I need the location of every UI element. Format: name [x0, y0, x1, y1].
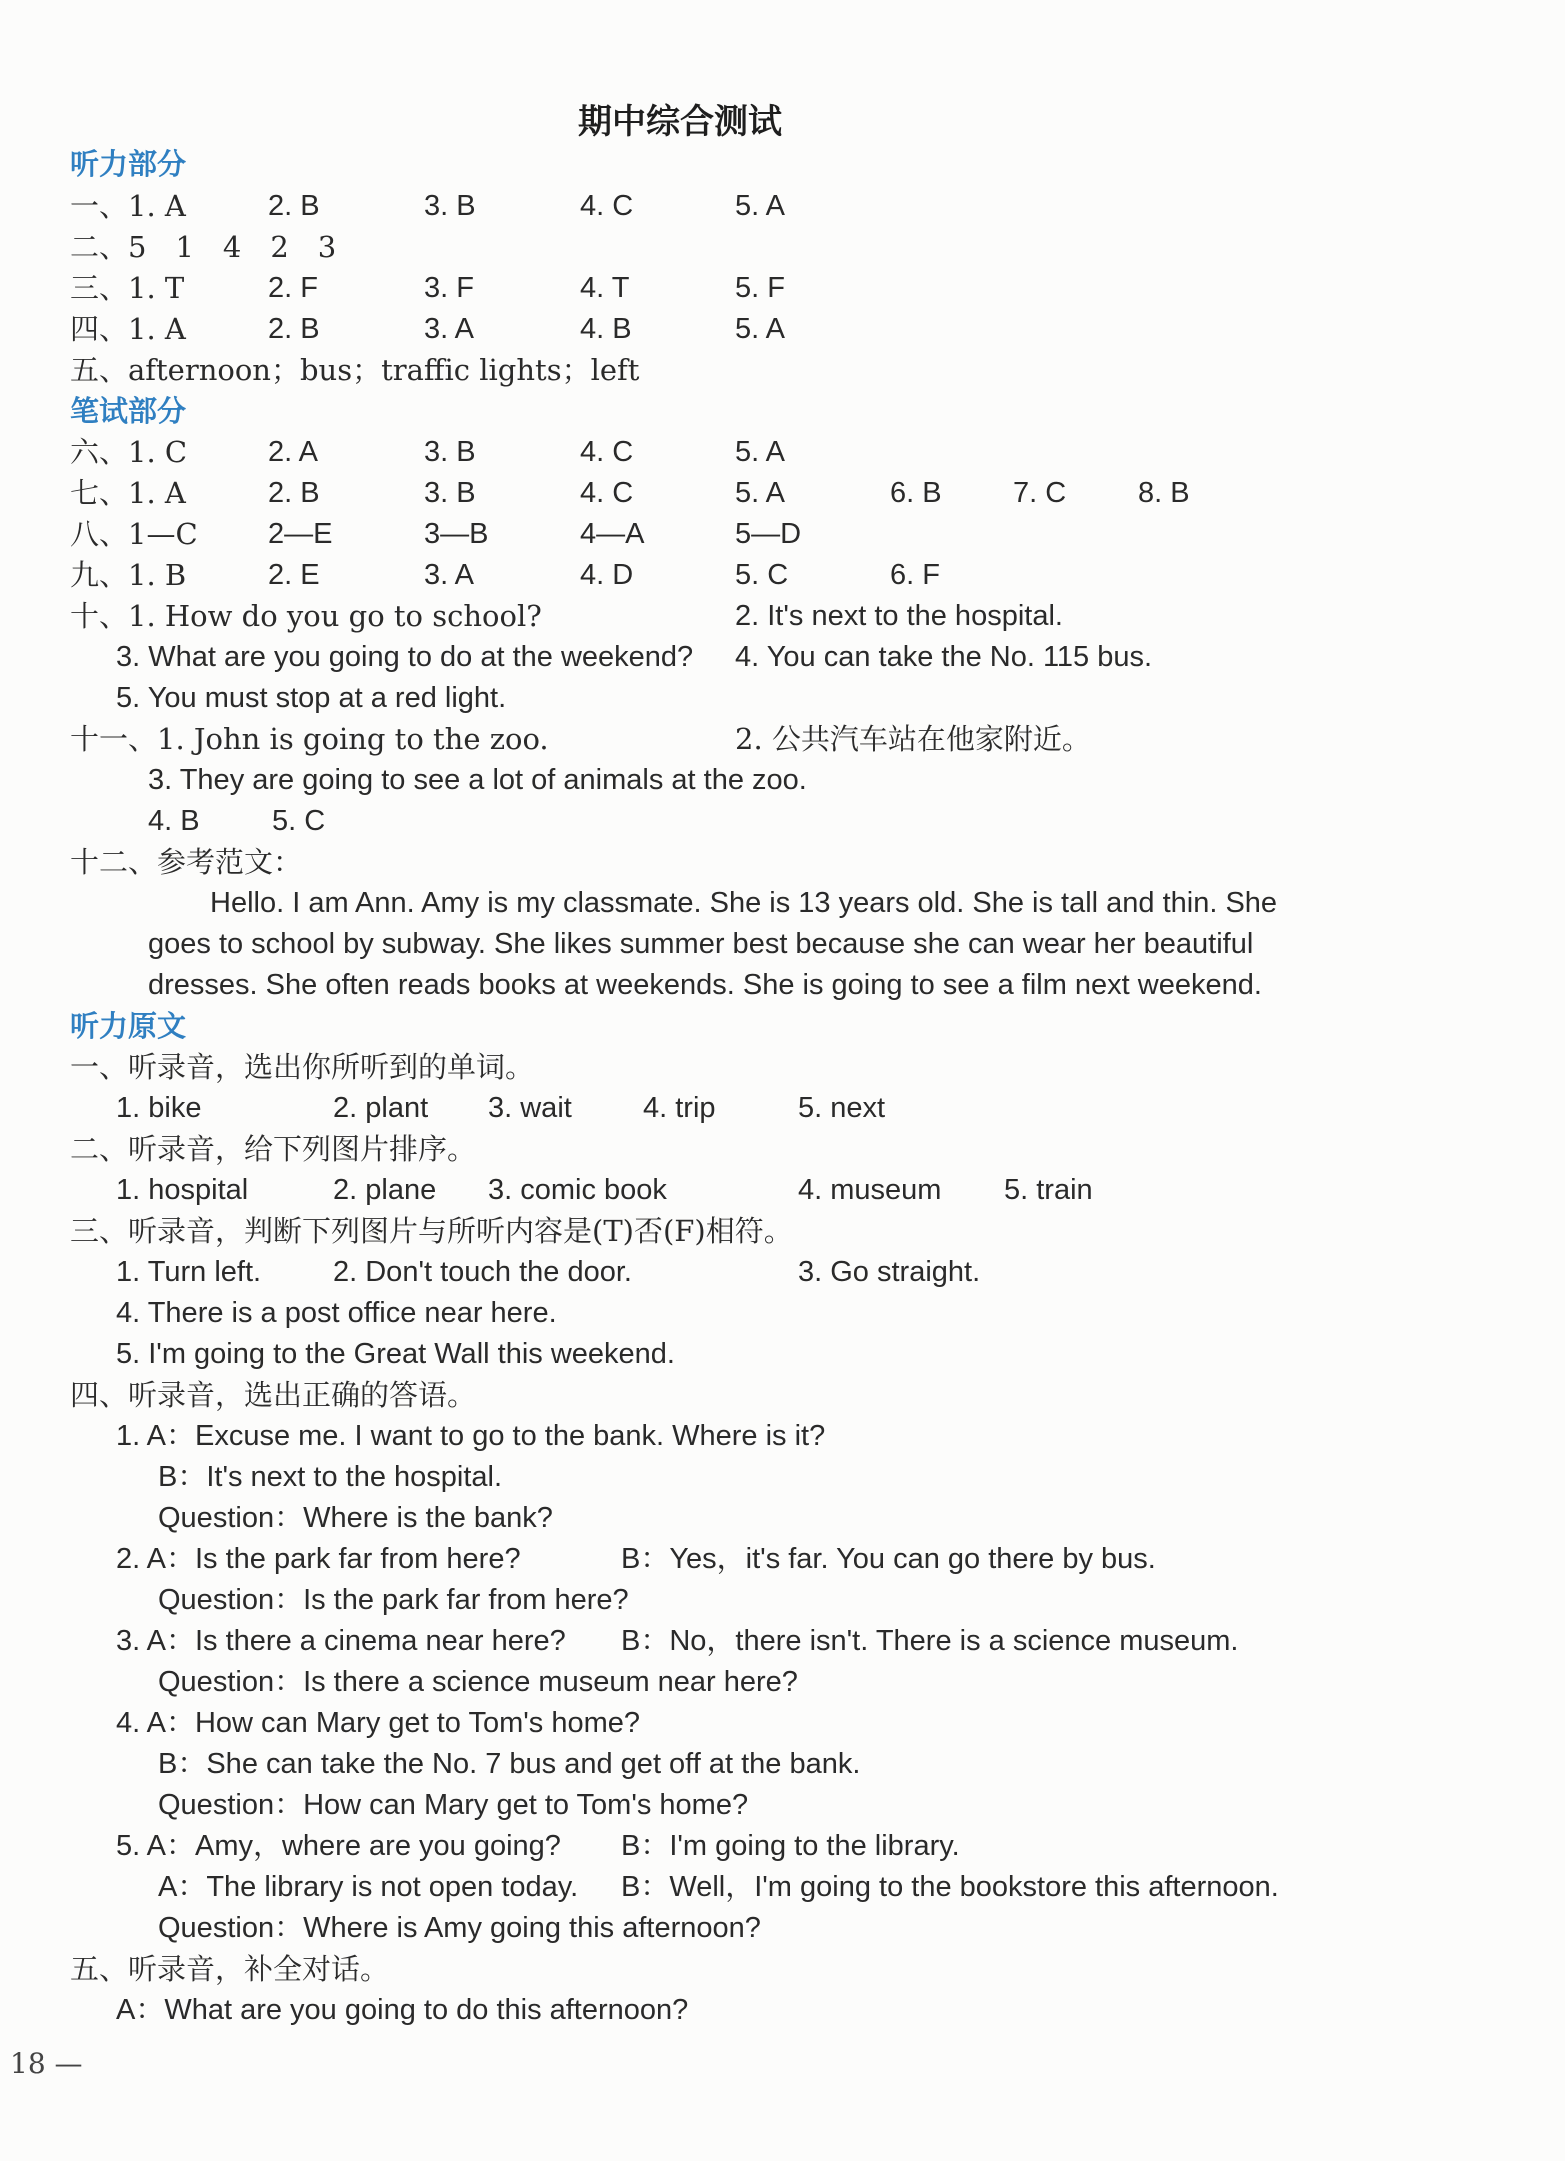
- answer-item: 5—D: [735, 518, 802, 550]
- dialogue-line: 4. A：How can Mary get to Tom's home?: [116, 1707, 641, 1739]
- answer-item: 4. B: [580, 313, 632, 345]
- answer-row-q7: [0, 475, 1565, 511]
- answer-item: 4. D: [580, 559, 634, 591]
- transcript-row: [0, 1172, 1565, 1208]
- answer-item: 3. B: [424, 436, 476, 468]
- answer-row-q3: [0, 270, 1565, 306]
- transcript-item: 4. museum: [798, 1174, 942, 1206]
- answer-item: 2. F: [268, 272, 318, 304]
- answer-item: 5. A: [735, 477, 785, 509]
- answer-line: 3. What are you going to do at the weekend?: [116, 641, 694, 673]
- answer-item: 3. A: [424, 559, 474, 591]
- answer-item: 3. B: [424, 477, 476, 509]
- transcript-item: 3. comic book: [488, 1174, 667, 1206]
- essay-line: dresses. She often reads books at weekends. She is going to see a film next weekend.: [148, 969, 1262, 1001]
- answer-item: 二、5 1 4 2 3: [70, 230, 337, 264]
- answer-row-q4: [0, 311, 1565, 347]
- answer-item: 6. F: [890, 559, 940, 591]
- answer-item: 5. A: [735, 436, 785, 468]
- dialogue-line: B：Yes，it's far. You can go there by bus.: [621, 1543, 1156, 1575]
- answer-item: 2. B: [268, 477, 320, 509]
- answer-line: 4. You can take the No. 115 bus.: [735, 641, 1153, 673]
- dialogue-question: Question：Where is Amy going this afternoon?: [158, 1912, 761, 1944]
- dialogue-line: B：She can take the No. 7 bus and get off at the bank.: [158, 1748, 861, 1780]
- answer-item: 2. B: [268, 190, 320, 222]
- answer-item: 5. A: [735, 313, 785, 345]
- section-heading-writing: 笔试部分: [70, 394, 187, 428]
- transcript-item: 2. plane: [333, 1174, 437, 1206]
- answer-item: 4. T: [580, 272, 630, 304]
- answer-item: 2. A: [268, 436, 318, 468]
- dialogue-line: B：It's next to the hospital.: [158, 1461, 503, 1493]
- transcript-item: 1. Turn left.: [116, 1256, 262, 1288]
- answer-row-q6: [0, 434, 1565, 470]
- dialogue-line: 1. A：Excuse me. I want to go to the bank. Where is it?: [116, 1420, 826, 1452]
- answer-row-q9: [0, 557, 1565, 593]
- dialogue-question: Question：Is the park far from here?: [158, 1584, 629, 1616]
- dialogue-line: 5. A：Amy，where are you going?: [116, 1830, 561, 1862]
- answer-item: 八、1—C: [70, 517, 198, 551]
- answer-line: 4. B: [148, 805, 200, 837]
- transcript-row: [0, 1090, 1565, 1126]
- answer-item: 5. A: [735, 190, 785, 222]
- answer-line: 5. You must stop at a red light.: [116, 682, 507, 714]
- answer-item: 6. B: [890, 477, 942, 509]
- transcript-item: 2. Don't touch the door.: [333, 1256, 632, 1288]
- dialogue-line: 2. A：Is the park far from here?: [116, 1543, 521, 1575]
- answer-item: 5. F: [735, 272, 785, 304]
- answer-item: 五、afternoon；bus；traffic lights；left: [70, 353, 640, 387]
- dialogue-line: B：Well，I'm going to the bookstore this afternoon.: [621, 1871, 1279, 1903]
- answer-item: 4. C: [580, 190, 634, 222]
- answer-item: 四、1. A: [70, 312, 186, 346]
- answer-item: 七、1. A: [70, 476, 186, 510]
- transcript-item: 4. There is a post office near here.: [116, 1297, 557, 1329]
- answer-item: 4—A: [580, 518, 645, 550]
- answer-line: 十、1. How do you go to school?: [70, 599, 542, 633]
- transcript-item: 4. trip: [643, 1092, 716, 1124]
- answer-item: 一、1. A: [70, 189, 186, 223]
- transcript-item: 1. hospital: [116, 1174, 249, 1206]
- answer-item: 3. A: [424, 313, 474, 345]
- answer-item: 8. B: [1138, 477, 1190, 509]
- answer-item: 九、1. B: [70, 558, 187, 592]
- transcript-item: 5. next: [798, 1092, 886, 1124]
- transcript-heading: 二、听录音，给下列图片排序。: [70, 1132, 477, 1166]
- section-heading-transcript: 听力原文: [70, 1009, 187, 1043]
- transcript-item: 3. Go straight.: [798, 1256, 981, 1288]
- answer-row-q5: [0, 352, 1565, 388]
- transcript-item: 3. wait: [488, 1092, 572, 1124]
- answer-item: 5. C: [735, 559, 789, 591]
- essay-line: Hello. I am Ann. Amy is my classmate. She is 13 years old. She is tall and thin. She: [210, 887, 1278, 919]
- answer-item: 2. E: [268, 559, 320, 591]
- answer-line: 2. 公共汽车站在他家附近。: [735, 722, 1091, 756]
- answer-item: 4. C: [580, 477, 634, 509]
- answer-row-q1: [0, 188, 1565, 224]
- answer-item: 2. B: [268, 313, 320, 345]
- dialogue-question: Question：How can Mary get to Tom's home?: [158, 1789, 749, 1821]
- transcript-item: 2. plant: [333, 1092, 429, 1124]
- answer-item: 六、1. C: [70, 435, 188, 469]
- answer-item: 三、1. T: [70, 271, 185, 305]
- answer-item: 3. B: [424, 190, 476, 222]
- section-heading-listening: 听力部分: [70, 147, 187, 181]
- transcript-heading: 四、听录音，选出正确的答语。: [70, 1378, 477, 1412]
- dialogue-question: Question：Is there a science museum near here?: [158, 1666, 798, 1698]
- transcript-heading: 三、听录音，判断下列图片与所听内容是(T)否(F)相符。: [70, 1214, 793, 1248]
- answer-item: 7. C: [1013, 477, 1067, 509]
- dialogue-line: A：What are you going to do this afternoon?: [116, 1994, 689, 2026]
- dialogue-line: 3. A：Is there a cinema near here?: [116, 1625, 566, 1657]
- answer-row-q8: [0, 516, 1565, 552]
- answer-line: 十一、1. John is going to the zoo.: [70, 722, 549, 756]
- dialogue-line: A：The library is not open today.: [158, 1871, 579, 1903]
- essay-label: 十二、参考范文：: [70, 845, 303, 879]
- page-title: 期中综合测试: [578, 102, 782, 142]
- dialogue-line: B：I'm going to the library.: [621, 1830, 960, 1862]
- essay-line: goes to school by subway. She likes summer best because she can wear her beautiful: [148, 928, 1254, 960]
- transcript-heading: 一、听录音，选出你所听到的单词。: [70, 1050, 535, 1084]
- answer-item: 2—E: [268, 518, 333, 550]
- transcript-heading: 五、听录音，补全对话。: [70, 1952, 390, 1986]
- answer-row-q2: [0, 229, 1565, 265]
- answer-line: 2. It's next to the hospital.: [735, 600, 1063, 632]
- answer-item: 3—B: [424, 518, 489, 550]
- dialogue-question: Question：Where is the bank?: [158, 1502, 553, 1534]
- answer-item: 3. F: [424, 272, 474, 304]
- page-number: 18 —: [10, 2047, 83, 2080]
- transcript-item: 5. I'm going to the Great Wall this weekend.: [116, 1338, 675, 1370]
- dialogue-line: B：No，there isn't. There is a science museum.: [621, 1625, 1239, 1657]
- transcript-item: 5. train: [1004, 1174, 1093, 1206]
- answer-line: 5. C: [272, 805, 326, 837]
- answer-line: 3. They are going to see a lot of animals at the zoo.: [148, 764, 807, 796]
- transcript-item: 1. bike: [116, 1092, 202, 1124]
- answer-item: 4. C: [580, 436, 634, 468]
